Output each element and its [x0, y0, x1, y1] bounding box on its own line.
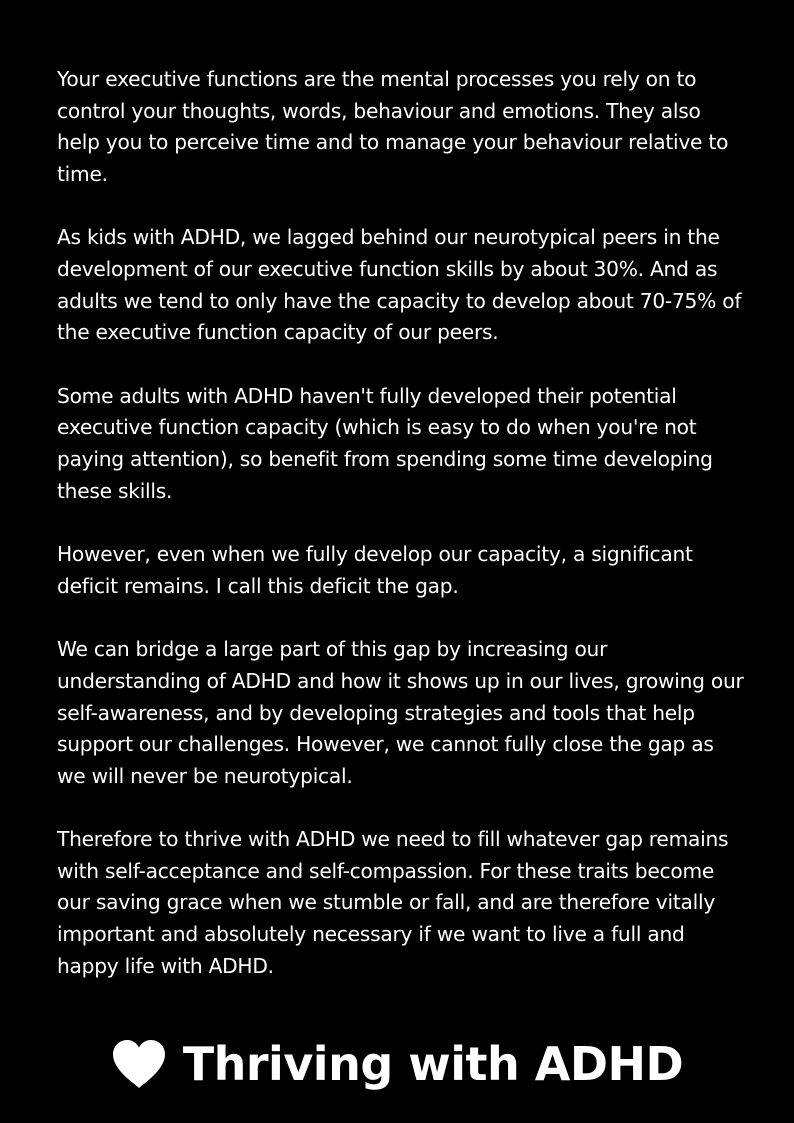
paragraph-kids-with-adhd: As kids with ADHD, we lagged behind our neurotypical peers in the development of our executive function skills by about 30%. And as adults we tend to only have the capacity to develop about 70-75% of the executive function capacity of our peers. [57, 225, 742, 345]
heart-icon [111, 1039, 167, 1089]
paragraph-bridge-the-gap: We can bridge a large part of this gap by increasing our understanding of ADHD and how it shows up in our lives, growing our self-awareness, and by developing strategies and tools that help support our challenges. However, we cannot fully close the gap as we will never be neurotypical. [57, 637, 744, 788]
paragraph-the-gap: However, even when we fully develop our capacity, a significant deficit remains. I call this deficit the gap. [57, 542, 693, 598]
brand-logo [0, 1024, 794, 1104]
brand-name: Thriving with ADHD [182, 1037, 684, 1091]
paragraph-executive-functions: Your executive functions are the mental processes you rely on to control your thoughts, words, behaviour and emotions. They also help you to perceive time and to manage your behaviour relative to time. [57, 67, 729, 186]
body-text [57, 64, 747, 1014]
paragraph-adults-potential: Some adults with ADHD haven't fully developed their potential executive function capacity (which is easy to do when you're not paying attention), so benefit from spending some time developing these skills. [57, 383, 713, 503]
paragraph-self-acceptance: Therefore to thrive with ADHD we need to fill whatever gap remains with self-acceptance and self-compassion. For these traits become our saving grace when we stumble or fall, and are therefore vitally important and absolutely necessary if we want to live a full and happy life with ADHD. [57, 827, 729, 978]
